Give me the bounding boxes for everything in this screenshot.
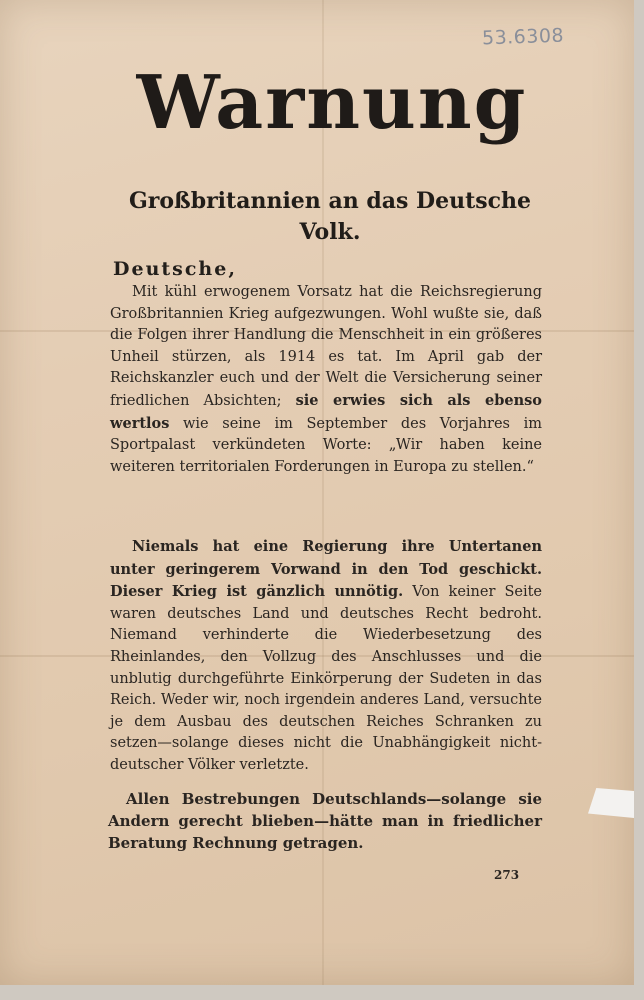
paragraph-1 <box>110 282 542 478</box>
paragraph-1-text-a: Mit kühl erwogenem Vorsatz hat die Reichsregierung Großbritannien Krieg aufgezwungen. Wohl wußte sie, daß die Folgen ihrer Handlung die Menschheit in ein größeres Unheil stürzen, als 1914 es tat. Im April gab der Reichskanzler euch und der Welt die Versicherung seiner friedlichen Absichten; <box>110 284 542 409</box>
torn-corner <box>588 788 634 818</box>
paragraph-2 <box>110 536 542 777</box>
paragraph-1-emphasis: sie erwies sich als ebenso wertlos <box>110 391 542 432</box>
paragraph-2-text: Von keiner Seite waren deutsches Land und deutsches Recht bedroht. Niemand verhinderte die Wiederbesetzung des Rheinlandes, den Vollzug des Anschlusses und die unblutig durchgeführte Einkörperung der Sudeten in das Reich. Weder wir, noch irgendein anderes Land, versuchte je dem Ausbau des deutschen Reiches Schranken zu setzen—solange dieses nicht die Unabhängigkeit nicht-deutscher Völker verletzte. <box>110 584 543 773</box>
page-number: 273 <box>494 868 520 882</box>
paragraph-3: Allen Bestrebungen Deutschlands—solange sie Andern gerecht blieben—hätte man in friedlicher Beratung Rechnung getragen. <box>108 790 542 852</box>
archive-number: 53.6308 <box>481 24 565 50</box>
headline: Warnung <box>136 60 528 146</box>
paragraph-2-emphasis: Niemals hat eine Regierung ihre Untertanen unter geringerem Vorwand in den Tod geschickt. Dieser Krieg ist gänzlich unnötig. <box>110 538 542 601</box>
salutation: Deutsche, <box>113 258 237 280</box>
subtitle: Großbritannien an das Deutsche Volk. <box>128 188 532 245</box>
paragraph-1-text-b: wie seine im September des Vorjahres im Sportpalast verkündeten Worte: „Wir haben keine weiteren territorialen Forderungen in Europa zu stellen.“ <box>110 415 542 475</box>
